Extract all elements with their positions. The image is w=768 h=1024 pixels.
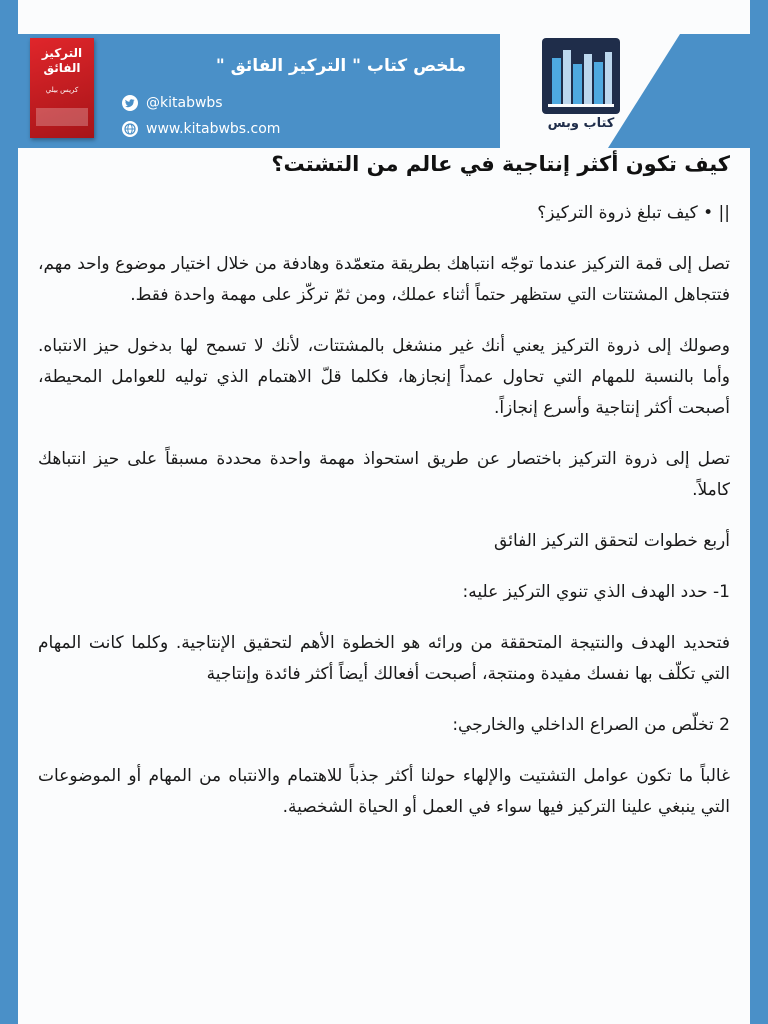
cover-title-line2: الفائق bbox=[43, 61, 81, 75]
paragraph: تصل إلى قمة التركيز عندما توجّه انتباهك بطريقة متعمّدة وهادفة من خلال اختيار موضوع واحد مهم، فتتجاهل المشتتات التي ستظهر حتماً أثناء عملك، ومن ثمّ تركّز على مهمة واحدة فقط. bbox=[38, 254, 730, 305]
section-heading: أربع خطوات لتحقق التركيز الفائق bbox=[494, 531, 730, 551]
website-text: www.kitabwbs.com bbox=[146, 121, 281, 137]
website-link[interactable] bbox=[122, 120, 280, 138]
paragraph: غالباً ما تكون عوامل التشتيت والإلهاء حولنا أكثر جذباً للاهتمام والانتباه من المهام أو الموضوعات التي ينبغي علينا التركيز فيها سواء في العمل أو الحياة الشخصية. bbox=[38, 766, 730, 817]
article-title: كيف تكون أكثر إنتاجية في عالم من التشتت؟ bbox=[271, 152, 730, 176]
paragraph: وصولك إلى ذروة التركيز يعني أنك غير منشغل بالمشتتات، لأنك لا تسمح لها بدخول حيز الانتباه. وأما بالنسبة للمهام التي تحاول عمداً إنجازها، فكلما قلّ الاهتمام الذي توليه للعوامل المحيطة، أصبحت أكثر إنتاجية وأسرع إنجازاً. bbox=[38, 336, 730, 418]
cover-art bbox=[36, 108, 88, 126]
cover-title-line1: التركيز bbox=[41, 46, 83, 60]
cover-author: كريس بيلي bbox=[45, 86, 79, 94]
step-heading: 1- حدد الهدف الذي تنوي التركيز عليه: bbox=[462, 582, 730, 602]
globe-icon bbox=[122, 121, 138, 137]
twitter-handle[interactable] bbox=[122, 94, 223, 112]
kitabwbs-logo bbox=[542, 38, 620, 114]
header-banner bbox=[18, 34, 750, 148]
paragraph: تصل إلى ذروة التركيز باختصار عن طريق استحواذ مهمة واحدة محددة مسبقاً على حيز انتباهك كاملاً. bbox=[38, 449, 730, 500]
section-heading: || • كيف تبلغ ذروة التركيز؟ bbox=[537, 203, 730, 223]
paragraph: فتحديد الهدف والنتيجة المتحققة من ورائه هو الخطوة الأهم لتحقيق الإنتاجية. وكلما كانت المهام التي تكلّف بها نفسك مفيدة ومنتجة، أصبحت أفعالك أيضاً أكثر فائدة وإنتاجية bbox=[38, 633, 730, 684]
step-heading: 2 تخلّص من الصراع الداخلي والخارجي: bbox=[452, 715, 730, 735]
book-cover-image bbox=[30, 38, 94, 138]
twitter-handle-text: @kitabwbs bbox=[146, 95, 223, 111]
logo-caption: كتاب وبس bbox=[547, 116, 615, 131]
article bbox=[38, 152, 730, 843]
page bbox=[18, 0, 750, 1024]
header-title: ملخص كتاب " التركيز الفائق " bbox=[215, 56, 466, 76]
twitter-icon bbox=[122, 95, 138, 111]
